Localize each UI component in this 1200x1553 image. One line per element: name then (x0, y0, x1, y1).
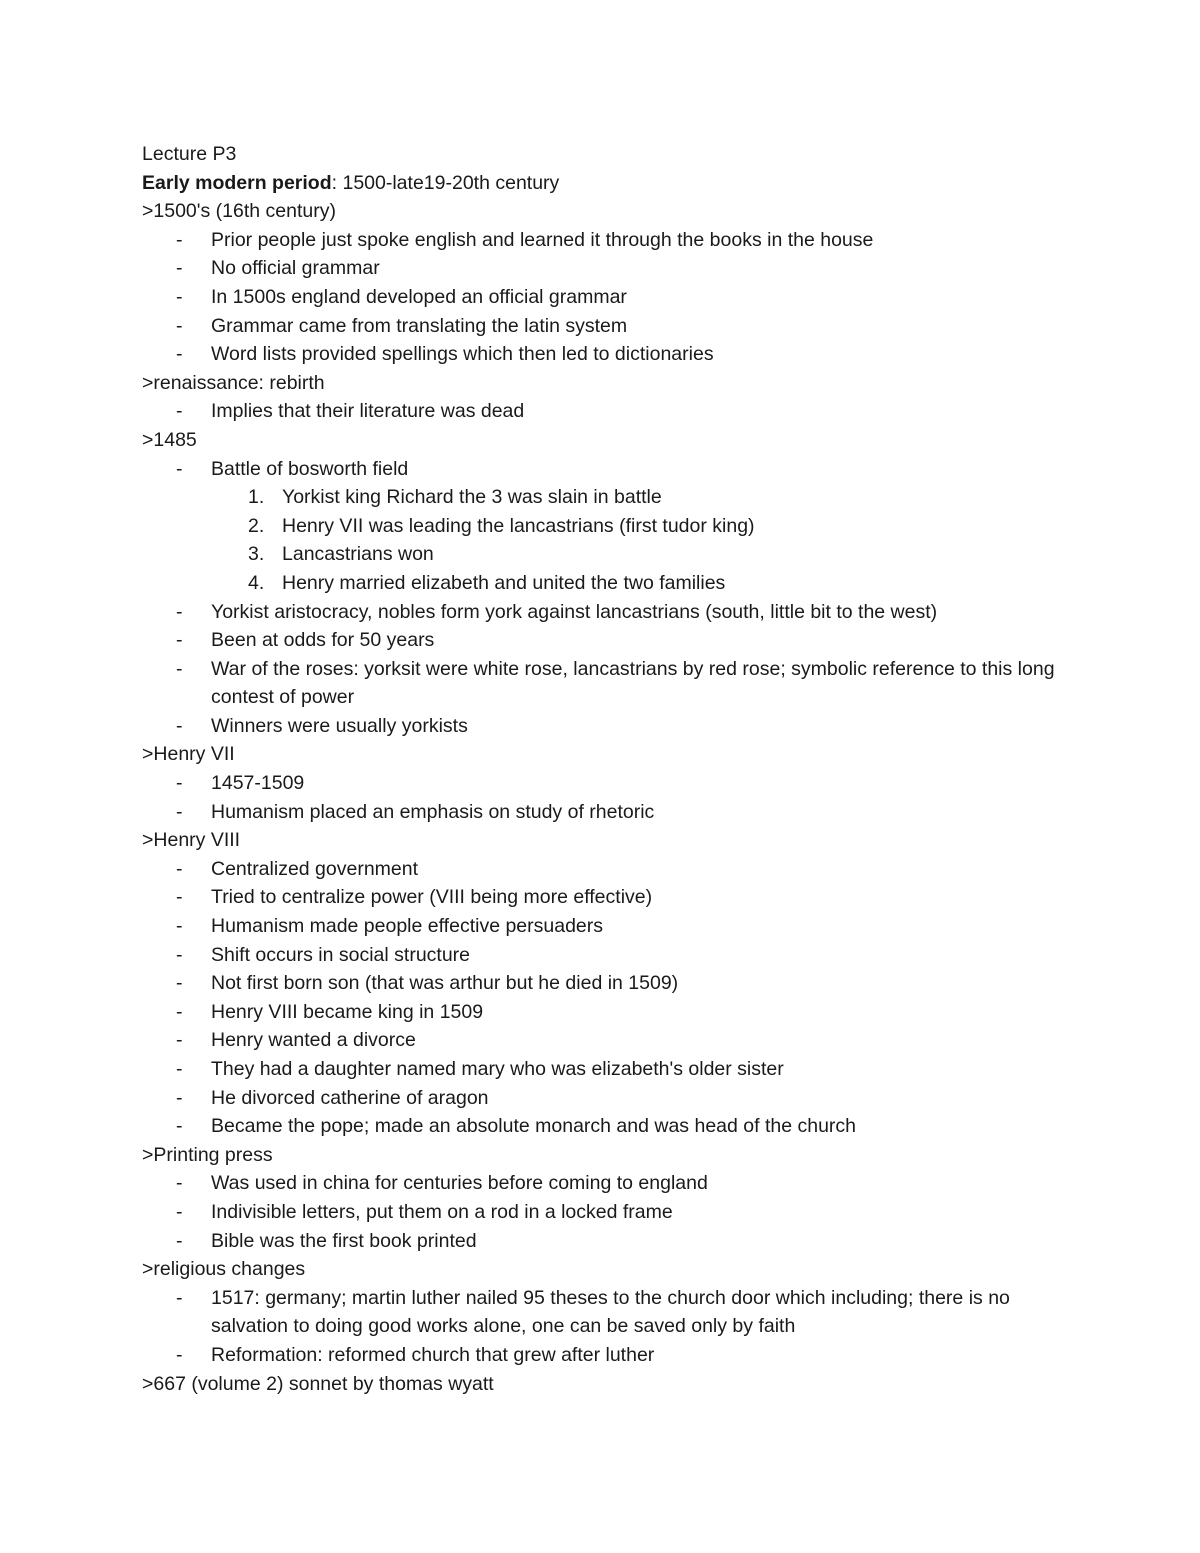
bullet-item (142, 312, 1091, 341)
bullet-dash: - (176, 1086, 183, 1109)
document-body (142, 140, 1082, 1398)
bullet-item (142, 283, 1091, 312)
bullet-item (142, 769, 1091, 798)
bullet-dash: - (176, 1058, 183, 1080)
bullet-item (142, 1227, 1091, 1256)
section-heading: >667 (volume 2) sonnet by thomas wyatt (142, 1372, 494, 1395)
bullet-dash: - (176, 629, 183, 652)
numbered-text: Henry married elizabeth and united the two families (282, 571, 726, 594)
bullet-item (142, 1026, 1091, 1055)
bullet-item (142, 941, 1091, 970)
bullet-item (142, 912, 1091, 941)
period-range: : 1500-late19-20th century (331, 171, 560, 194)
numbered-text: Yorkist king Richard the 3 was slain in battle (282, 486, 662, 509)
bullet-text: Henry VIII became king in 1509 (211, 1000, 484, 1023)
bullet-text: 1457-1509 (211, 772, 305, 795)
section-heading: >Printing press (142, 1143, 273, 1166)
bullet-text: 1517: germany; martin luther nailed 95 theses to the church door which including; there is no salvation to doing good works alone, one can be saved only by faith (211, 1286, 1010, 1338)
bullet-text: Indivisible letters, put them on a rod in a locked frame (211, 1200, 673, 1223)
bullet-text: Bible was the first book printed (211, 1229, 477, 1252)
bullet-item (142, 798, 1091, 827)
bullet-text: In 1500s england developed an official grammar (211, 285, 627, 308)
item-number: 1. (248, 486, 265, 509)
bullet-item (142, 254, 1091, 283)
bullet-dash: - (176, 772, 183, 795)
bullet-item (142, 712, 1091, 741)
bullet-text: Was used in china for centuries before coming to england (211, 1172, 708, 1195)
bullet-item (142, 226, 1091, 255)
bullet-dash: - (176, 285, 183, 308)
bullet-text: Implies that their literature was dead (211, 400, 525, 423)
bullet-text: He divorced catherine of aragon (211, 1086, 489, 1109)
section-heading: >1500's (16th century) (142, 200, 336, 223)
bullet-text: Word lists provided spellings which then led to dictionaries (211, 343, 714, 366)
numbered-text: Henry VII was leading the lancastrians (first tudor king) (282, 514, 755, 537)
bullet-dash: - (176, 800, 183, 823)
bullet-text: No official grammar (211, 257, 380, 280)
bullet-item (142, 1169, 1091, 1198)
bullet-text: Battle of bosworth field (211, 457, 409, 480)
bullet-text: Humanism made people effective persuaders (211, 915, 604, 938)
bullet-dash: - (176, 1115, 183, 1138)
bullet-text: Humanism placed an emphasis on study of rhetoric (211, 800, 655, 823)
bullet-item (142, 1084, 1091, 1113)
bullet-dash: - (176, 257, 183, 280)
bullet-dash: - (176, 1200, 183, 1223)
bullet-item (142, 969, 1091, 998)
period-line (142, 169, 1082, 198)
bullet-item (142, 1055, 1091, 1084)
bullet-item (142, 340, 1091, 369)
bullet-text: Henry wanted a divorce (211, 1029, 416, 1052)
bullet-dash: - (176, 972, 183, 995)
item-number: 2. (248, 514, 265, 537)
bullet-item (142, 1341, 1091, 1370)
numbered-item (142, 483, 1082, 512)
bullet-dash: - (176, 1000, 183, 1023)
section-heading: >renaissance: rebirth (142, 371, 325, 394)
bullet-text: Yorkist aristocracy, nobles form york against lancastrians (south, little bit to the west) (211, 600, 938, 623)
sections (142, 197, 1082, 1398)
bullet-text: War of the roses: yorksit were white rose, lancastrians by red rose; symbolic reference to this long contest of power (211, 657, 1055, 709)
numbered-text: Lancastrians won (282, 543, 434, 566)
bullet-text: Not first born son (that was arthur but he died in 1509) (211, 972, 679, 995)
numbered-item (142, 569, 1082, 598)
document-title: Lecture P3 (142, 143, 237, 165)
bullet-text: They had a daughter named mary who was elizabeth's older sister (211, 1058, 784, 1080)
period-label: Early modern period (142, 171, 332, 194)
bullet-text: Centralized government (211, 857, 419, 880)
section-heading: >Henry VIII (142, 829, 241, 852)
bullet-dash: - (176, 1029, 183, 1052)
bullet-item (142, 1198, 1091, 1227)
bullet-dash: - (176, 1343, 183, 1366)
bullet-item (142, 1112, 1091, 1141)
bullet-dash: - (176, 657, 183, 680)
bullet-dash: - (176, 1172, 183, 1195)
bullet-dash: - (176, 314, 183, 337)
section-heading: >1485 (142, 428, 197, 451)
bullet-dash: - (176, 886, 183, 909)
section-heading: >Henry VII (142, 743, 235, 766)
bullet-dash: - (176, 228, 183, 251)
bullet-item (142, 397, 1091, 426)
bullet-text: Winners were usually yorkists (211, 714, 468, 737)
bullet-dash: - (176, 1286, 183, 1309)
bullet-text: Grammar came from translating the latin system (211, 314, 628, 337)
bullet-item (142, 655, 1091, 712)
bullet-item (142, 626, 1091, 655)
bullet-item (142, 998, 1091, 1027)
bullet-item (142, 455, 1091, 484)
bullet-dash: - (176, 400, 183, 423)
bullet-item (142, 598, 1091, 627)
bullet-dash: - (176, 915, 183, 938)
item-number: 3. (248, 543, 265, 566)
bullet-dash: - (176, 343, 183, 366)
bullet-text: Been at odds for 50 years (211, 629, 435, 652)
section-heading: >religious changes (142, 1258, 306, 1281)
numbered-item (142, 540, 1082, 569)
numbered-item (142, 512, 1082, 541)
item-number: 4. (248, 571, 265, 594)
bullet-dash: - (176, 943, 183, 966)
bullet-text: Reformation: reformed church that grew after luther (211, 1343, 655, 1366)
bullet-text: Shift occurs in social structure (211, 943, 471, 966)
bullet-dash: - (176, 1229, 183, 1252)
bullet-dash: - (176, 457, 183, 480)
bullet-text: Prior people just spoke english and learned it through the books in the house (211, 228, 874, 251)
bullet-item (142, 1284, 1091, 1341)
bullet-text: Tried to centralize power (VIII being more effective) (211, 886, 653, 909)
bullet-item (142, 883, 1091, 912)
bullet-text: Became the pope; made an absolute monarch and was head of the church (211, 1115, 857, 1138)
bullet-item (142, 855, 1091, 884)
bullet-dash: - (176, 857, 183, 880)
bullet-dash: - (176, 714, 183, 737)
bullet-dash: - (176, 600, 183, 623)
